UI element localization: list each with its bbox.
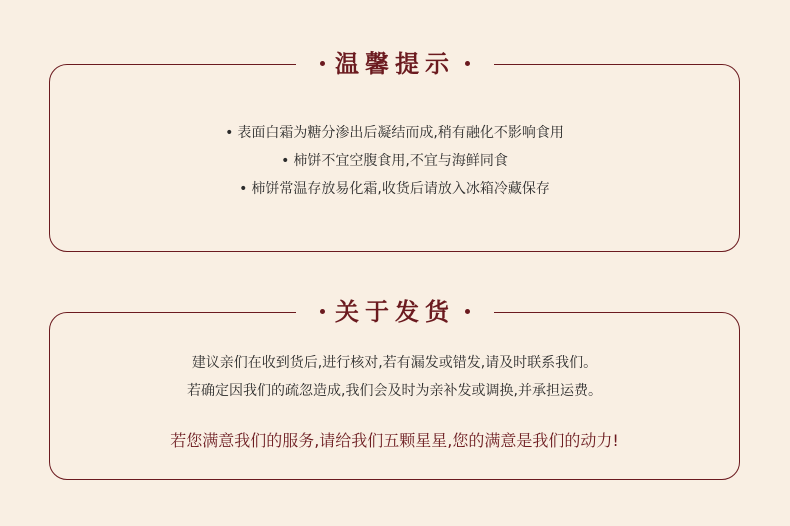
shipping-line-2: 若确定因我们的疏忽造成,我们会及时为亲补发或调换,并承担运费。 <box>187 383 602 399</box>
shipping-line-1: 建议亲们在收到货后,进行核对,若有漏发或错发,请及时联系我们。 <box>191 355 598 371</box>
tips-list <box>49 123 740 207</box>
tip-text: 柿饼常温存放易化霜,收货后请放入冰箱冷藏保存 <box>251 181 550 197</box>
shipping-heading <box>0 297 790 327</box>
bullet-icon: • <box>239 181 248 197</box>
bullet-icon: • <box>225 125 234 141</box>
dot-icon <box>320 309 325 314</box>
tips-heading <box>0 49 790 79</box>
shipping-title: 关于发货 <box>335 297 455 326</box>
tips-title: 温馨提示 <box>335 49 455 78</box>
bullet-icon: • <box>281 153 290 169</box>
tip-text: 表面白霜为糖分渗出后凝结而成,稍有融化不影响食用 <box>237 125 564 141</box>
tip-text: 柿饼不宜空腹食用,不宜与海鲜同食 <box>293 153 508 169</box>
dot-icon <box>465 61 470 66</box>
list-item <box>49 179 740 207</box>
dot-icon <box>465 309 470 314</box>
dot-icon <box>320 61 325 66</box>
shipping-closing-line: 若您满意我们的服务,请给我们五颗星星,您的满意是我们的动力! <box>170 431 619 450</box>
list-item <box>49 123 740 151</box>
list-item <box>49 151 740 179</box>
